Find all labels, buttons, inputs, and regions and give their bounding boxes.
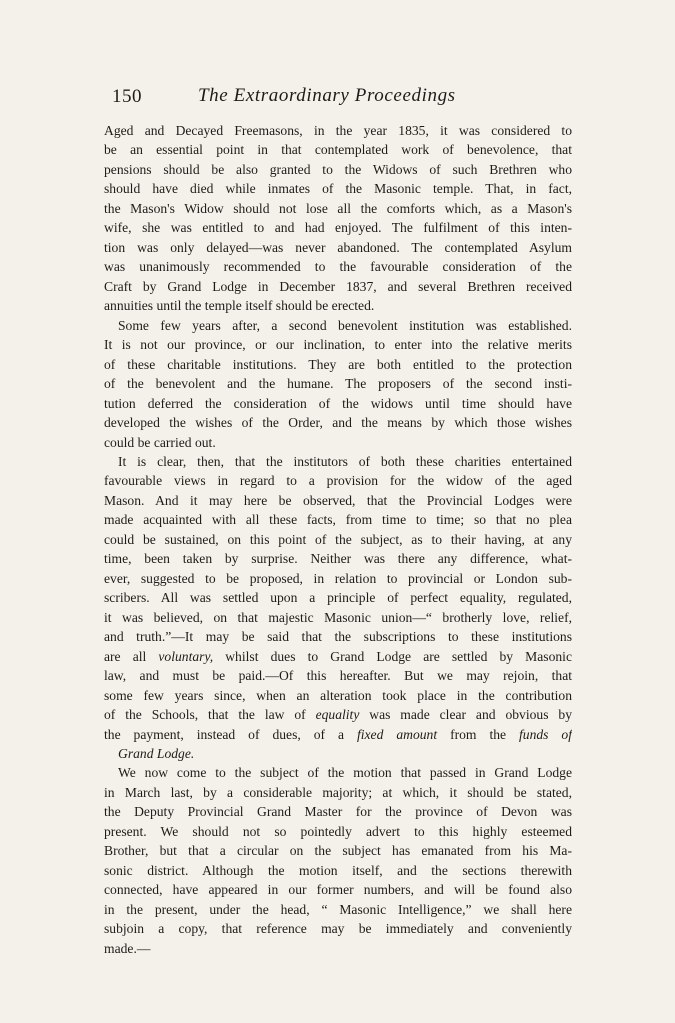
text-run: it was believed, on that majestic Masonic union—“ brotherly love, relief, — [104, 609, 572, 625]
text-line — [104, 802, 572, 821]
text-line — [104, 666, 572, 685]
text-run: Craft by Grand Lodge in December 1837, and several Brethren received — [104, 278, 572, 294]
text-run: We now come to the subject of the motion that passed in Grand Lodge — [118, 765, 572, 781]
text-run: scribers. All was settled upon a principle of perfect equality, regulated, — [104, 590, 572, 606]
italic-text: funds of — [519, 726, 572, 742]
text-run: wife, she was entitled to and had enjoyed. The fulfilment of this inten- — [104, 220, 572, 236]
text-run: connected, have appeared in our former numbers, and will be found also — [104, 882, 572, 898]
text-line — [104, 394, 572, 413]
text-line — [104, 199, 572, 218]
text-run: Aged and Decayed Freemasons, in the year 1835, it was considered to — [104, 123, 572, 138]
text-run: Brother, but that a circular on the subject has emanated from his Ma- — [104, 843, 572, 859]
text-run: should have died while inmates of the Masonic temple. That, in fact, — [104, 181, 572, 197]
italic-text: voluntary, — [158, 648, 214, 664]
text-run: whilst dues to Grand Lodge are settled by Masonic — [213, 648, 572, 664]
text-line — [104, 471, 572, 490]
text-run: Some few years after, a second benevolent institution was established. — [118, 317, 572, 333]
italic-text: Grand Lodge. — [118, 746, 195, 761]
text-run: time, been taken by surprise. Neither was there any difference, what- — [104, 551, 572, 567]
text-run: the Deputy Provincial Grand Master for the province of Devon was — [104, 804, 572, 820]
text-line — [104, 608, 572, 627]
text-run: of the Schools, that the law of — [104, 707, 316, 723]
text-run: tion was only delayed—was never abandoned. The contemplated Asylum — [104, 239, 572, 255]
text-run: law, and must be paid.—Of this hereafter. But we may rejoin, that — [104, 668, 572, 684]
text-line — [104, 900, 572, 919]
text-run: be an essential point in that contemplated work of benevolence, that — [104, 142, 572, 158]
text-line — [104, 413, 572, 432]
text-run: It is not our province, or our inclination, to enter into the relative merits — [104, 337, 572, 353]
text-line — [104, 919, 572, 938]
text-line — [104, 296, 572, 315]
text-line — [104, 433, 572, 452]
text-line — [104, 121, 572, 140]
text-run: from the — [437, 726, 520, 742]
text-line — [104, 880, 572, 899]
text-line — [104, 627, 572, 646]
text-run: tution deferred the consideration of the widows until time should have — [104, 395, 572, 411]
text-line — [104, 335, 572, 354]
text-line — [104, 783, 572, 802]
text-line — [104, 822, 572, 841]
text-run: It is clear, then, that the institutors of both these charities entertained — [118, 453, 572, 469]
text-run: the payment, instead of dues, of a — [104, 726, 357, 742]
text-run: of these charitable institutions. They are both entitled to the protection — [104, 356, 572, 372]
text-run: in the present, under the head, “ Masonic Intelligence,” we shall here — [104, 901, 572, 917]
text-run: pensions should be also granted to the Widows of such Brethren who — [104, 161, 572, 177]
italic-text: fixed amount — [356, 726, 438, 742]
text-line — [104, 861, 572, 880]
text-line — [104, 257, 572, 276]
text-line — [104, 549, 572, 568]
text-line — [104, 179, 572, 198]
text-line — [104, 588, 572, 607]
text-line — [104, 939, 572, 958]
text-line — [104, 705, 572, 724]
text-line — [104, 160, 572, 179]
running-title: The Extraordinary Proceedings — [198, 85, 456, 106]
text-run: are all — [104, 648, 159, 664]
text-line — [104, 744, 572, 763]
text-line — [104, 510, 572, 529]
text-run: of the benevolent and the humane. The proposers of the second insti- — [104, 376, 572, 392]
italic-text: equality — [315, 707, 360, 723]
text-run: and truth.”—It may be said that the subscriptions to these institutions — [104, 629, 572, 645]
body-text — [104, 121, 572, 958]
text-run: some few years since, when an alteration took place in the contribution — [104, 687, 572, 703]
text-run: annuities until the temple itself should be erected. — [104, 298, 375, 314]
text-line — [104, 686, 572, 705]
text-line — [104, 647, 572, 666]
page-header — [112, 86, 577, 112]
text-run: was made clear and obvious by — [359, 707, 572, 723]
text-line — [104, 841, 572, 860]
text-line — [104, 316, 572, 335]
text-run: could be sustained, on this point of the subject, as to their having, at any — [104, 531, 572, 547]
text-line — [104, 569, 572, 588]
text-line — [104, 763, 572, 782]
text-run: made acquainted with all these facts, from time to time; so that no plea — [104, 512, 572, 528]
text-run: developed the wishes of the Order, and the means by which those wishes — [104, 415, 572, 431]
text-line — [104, 238, 572, 257]
text-line — [104, 355, 572, 374]
text-run: favourable views in regard to a provision for the widow of the aged — [104, 473, 572, 489]
text-run: was unanimously recommended to the favourable consideration of the — [104, 259, 572, 275]
text-line — [104, 530, 572, 549]
text-line — [104, 140, 572, 159]
text-line — [104, 452, 572, 471]
text-run: in March last, by a considerable majority; at which, it should be stated, — [104, 784, 572, 800]
text-run: the Mason's Widow should not lose all the comforts which, as a Mason's — [104, 200, 572, 216]
text-run: could be carried out. — [104, 434, 216, 450]
text-line — [104, 491, 572, 510]
text-line — [104, 725, 572, 744]
text-run: made.— — [104, 940, 151, 956]
text-line — [104, 374, 572, 393]
text-run: subjoin a copy, that reference may be immediately and conveniently — [104, 921, 572, 937]
text-run: sonic district. Although the motion itself, and the sections therewith — [104, 862, 572, 878]
page-number: 150 — [112, 86, 142, 107]
text-line — [104, 277, 572, 296]
text-line — [104, 218, 572, 237]
text-run: present. We should not so pointedly advert to this highly esteemed — [104, 823, 572, 839]
text-run: Mason. And it may here be observed, that the Provincial Lodges were — [104, 492, 572, 508]
text-run: ever, suggested to be proposed, in relation to provincial or London sub- — [104, 570, 572, 586]
